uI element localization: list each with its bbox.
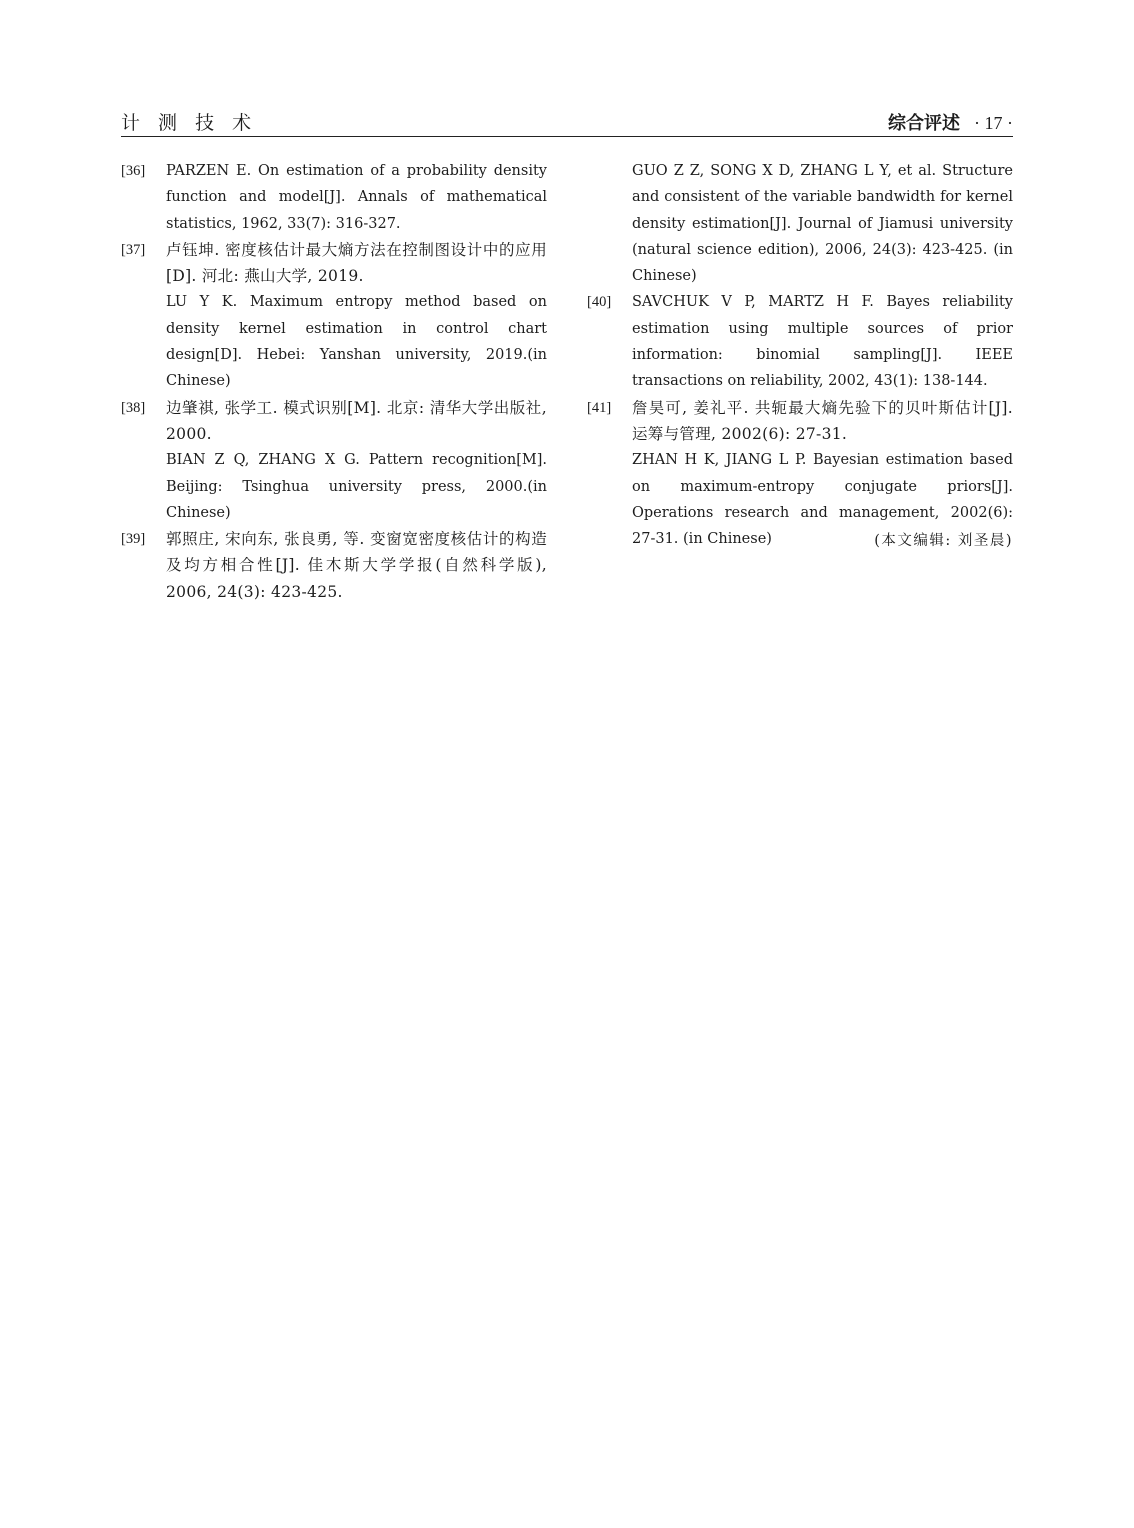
reference-text: SAVCHUK V P, MARTZ H F. Bayes reliability estimation using multiple sources of prior information: binomial sampling[J]. IEEE transactions on reliability, 2002, 43(1): 138-144.	[632, 294, 1013, 390]
reference-item	[587, 289, 1013, 394]
reference-text-english: ZHAN H K, JIANG L P. Bayesian estimation based on maximum-entropy conjugate priors[J]. Operations research and management, 2002(6): 27-31. (in Chinese)	[632, 452, 1013, 548]
reference-text-english: GUO Z Z, SONG X D, ZHANG L Y, et al. Structure and consistent of the variable bandwidth for kernel density estimation[J]. Journal of Jiamusi university (natural science edition), 2006, 24(3): 423-425. (in Chinese)	[632, 163, 1013, 285]
reference-column-right	[587, 158, 1013, 552]
reference-number: [40]	[587, 294, 612, 311]
section-title	[888, 110, 1013, 137]
reference-text-chinese: 边肇祺, 张学工. 模式识别[M]. 北京: 清华大学出版社, 2000.	[166, 398, 547, 443]
reference-number: [39]	[121, 531, 146, 548]
reference-number: [41]	[587, 399, 612, 416]
reference-item	[121, 526, 547, 605]
reference-text-chinese: 卢钰坤. 密度核估计最大熵方法在控制图设计中的应用[D]. 河北: 燕山大学, 2019.	[166, 240, 547, 286]
reference-text-english: LU Y K. Maximum entropy method based on density kernel estimation in control chart design[D]. Hebei: Yanshan university, 2019.(in Chinese)	[166, 294, 547, 390]
reference-item	[121, 237, 547, 395]
reference-text-chinese: 郭照庄, 宋向东, 张良勇, 等. 变窗宽密度核估计的构造及均方相合性[J]. 佳木斯大学学报(自然科学版), 2006, 24(3): 423-425.	[166, 530, 547, 601]
editor-credit: (本文编辑: 刘圣晨)	[874, 533, 1013, 549]
reference-item-continued	[587, 158, 1013, 289]
page-header	[121, 110, 1013, 137]
section-label: 综合评述	[888, 113, 960, 134]
reference-column-left	[121, 158, 547, 605]
reference-text-chinese: 詹昊可, 姜礼平. 共轭最大熵先验下的贝叶斯估计[J]. 运筹与管理, 2002(6): 27-31.	[632, 398, 1013, 443]
journal-name: 计 测 技 术	[121, 112, 258, 134]
page-number: · 17 ·	[974, 113, 1013, 133]
reference-number: [38]	[121, 399, 146, 416]
reference-text-english: BIAN Z Q, ZHANG X G. Pattern recognition[M]. Beijing: Tsinghua university press, 2000.(in Chinese)	[166, 452, 547, 521]
reference-number: [36]	[121, 163, 146, 179]
reference-number: [37]	[121, 241, 146, 258]
reference-text: PARZEN E. On estimation of a probability density function and model[J]. Annals of mathematical statistics, 1962, 33(7): 316-327.	[166, 163, 547, 232]
reference-item	[121, 395, 547, 526]
reference-item	[121, 158, 547, 237]
